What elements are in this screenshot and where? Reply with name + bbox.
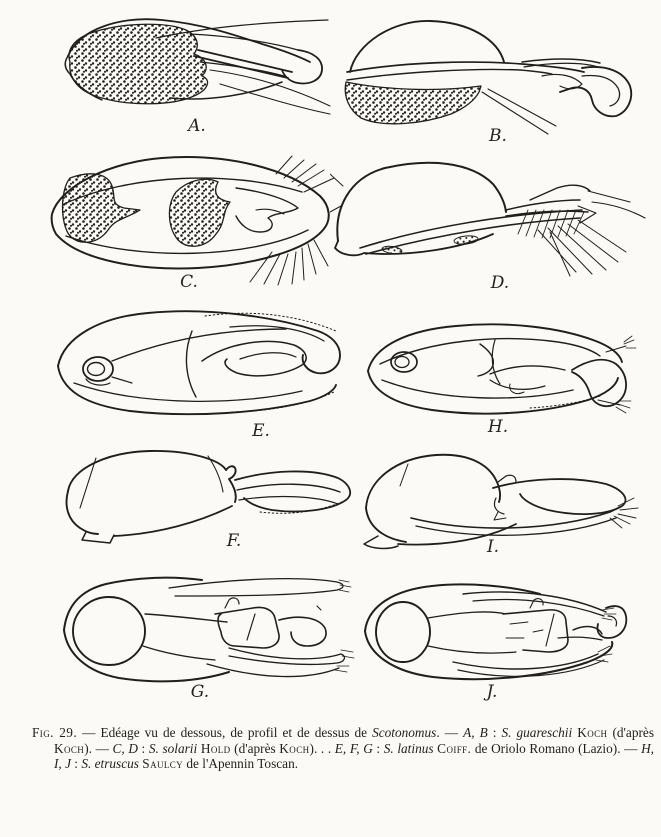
panel-label-H: H. xyxy=(487,417,509,437)
aedeagus-drawing-J xyxy=(358,574,656,698)
aedeagus-drawing-D xyxy=(330,150,648,285)
panel-G xyxy=(56,570,356,698)
panel-label-J: J. xyxy=(486,682,498,702)
panel-H xyxy=(360,318,645,433)
panel-label-I: I. xyxy=(486,537,500,557)
panel-label-C: C. xyxy=(180,272,198,292)
aedeagus-drawing-H xyxy=(360,318,645,433)
panel-C xyxy=(40,150,340,290)
panel-B xyxy=(330,10,645,140)
panel-label-E: E. xyxy=(252,421,270,441)
panel-A xyxy=(60,10,335,122)
panel-E xyxy=(50,303,352,428)
panel-F xyxy=(58,446,358,556)
panel-label-F: F. xyxy=(226,531,242,551)
panel-label-A: A. xyxy=(188,116,206,136)
figure-caption: Fig. 29. — Edéage vu de dessous, de profil et de dessus de Scotonomus. — A, B : S. guareschii Koch (d'après Koch). — C, D : S. solarii Hold (d'après Koch). . . E, F, G : S. latinus Coiff. de Oriolo Romano (Lazio). — H, I, J : S. etruscus Saulcy de l'Apennin Toscan. xyxy=(32,725,655,771)
panel-D xyxy=(330,150,648,285)
panel-label-G: G. xyxy=(190,682,210,702)
aedeagus-drawing-E xyxy=(50,303,352,428)
panel-J xyxy=(358,574,656,698)
panel-label-B: B. xyxy=(489,126,507,146)
aedeagus-drawing-F xyxy=(58,446,358,556)
aedeagus-drawing-C xyxy=(40,150,340,290)
panel-label-D: D. xyxy=(490,273,510,293)
aedeagus-drawing-G xyxy=(56,570,356,698)
aedeagus-drawing-A xyxy=(60,10,335,122)
aedeagus-drawing-B xyxy=(330,10,645,140)
